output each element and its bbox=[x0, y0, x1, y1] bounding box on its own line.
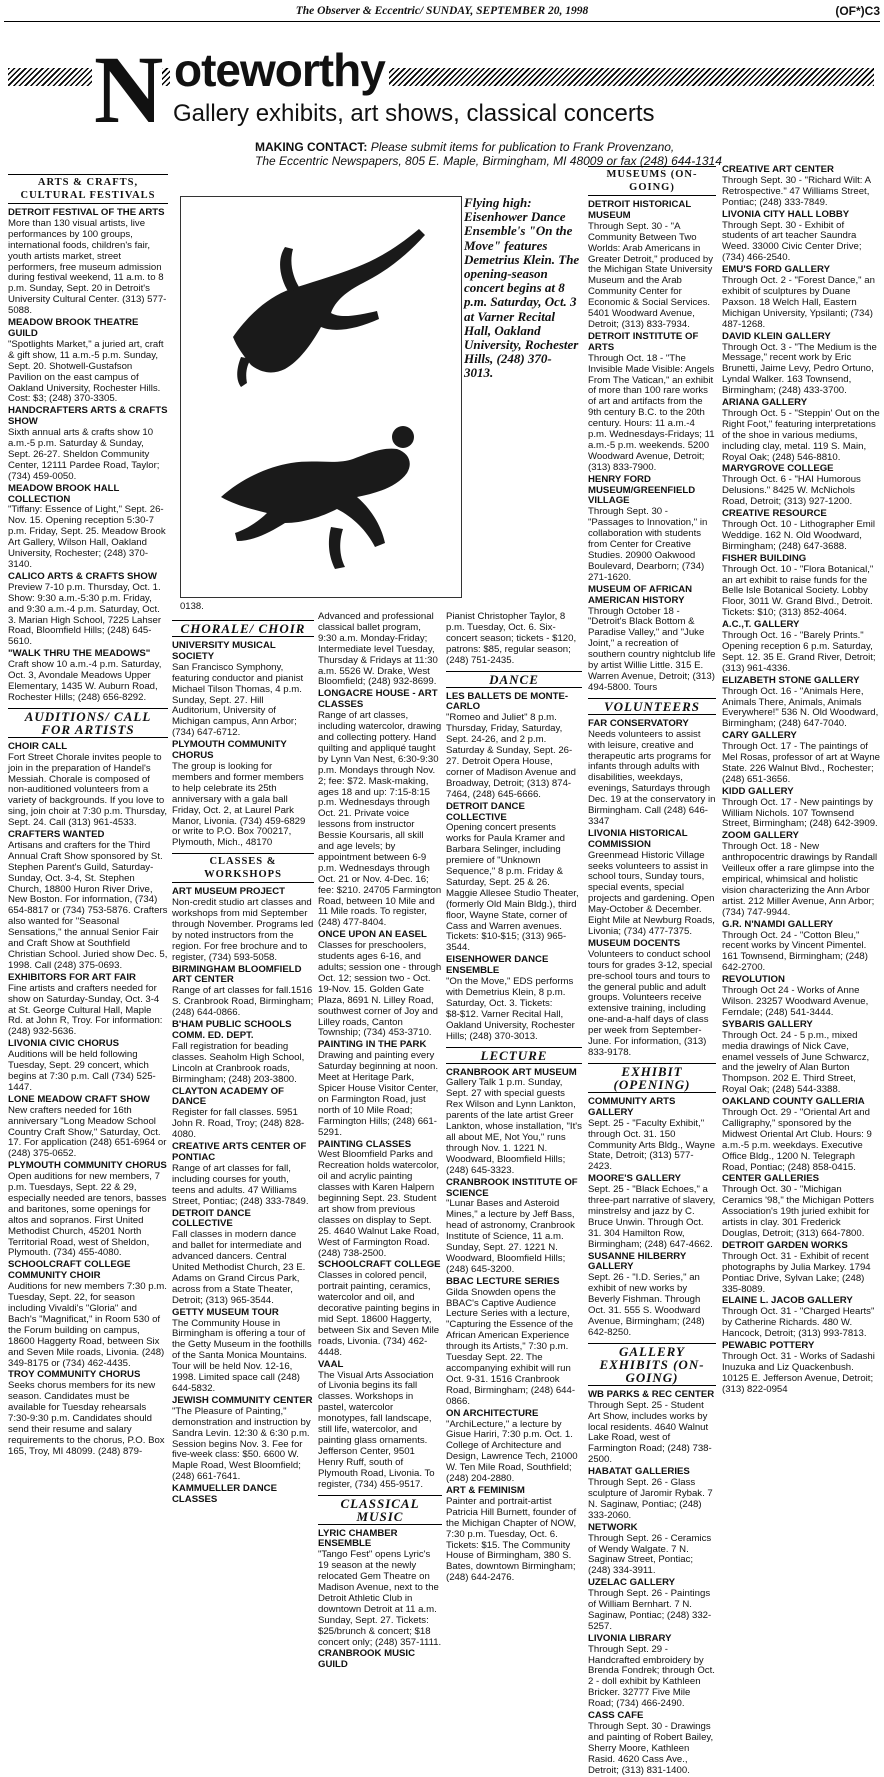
entry-text: Through Oct. 17 - The paintings of Mel Rosas, professor of art at Wayne State. 226 Walnut Blvd., Rochester; (248) 651-3656. bbox=[722, 741, 881, 785]
entry-text: The Community House in Birmingham is offering a tour of the Getty Museum in the foothills of the Santa Monica Mountains. Tour will be held Nov. 12-16, 1998. Limited space call (248) 644-5832. bbox=[172, 1317, 312, 1394]
venue-name: ART & FEMINISM bbox=[446, 1484, 525, 1496]
venue-name: DETROIT DANCE COLLECTIVE bbox=[172, 1207, 251, 1230]
entry-text: Through Oct. 24 - "Cotton Bleu," recent works by Vincent Pimentel. 161 Townsend, Birmingham; (248) 642-2700. bbox=[722, 929, 868, 974]
listing-entry bbox=[8, 1039, 168, 1094]
section-heading: CHORALE/ CHOIR bbox=[172, 620, 314, 637]
venue-name: HENRY FORD MUSEUM/GREENFIELD VILLAGE bbox=[588, 473, 696, 507]
venue-name: CRANBROOK ART MUSEUM bbox=[446, 1066, 577, 1078]
entry-text: Through Oct. 31 - "Charged Hearts" by Catherine Richards. 480 W. Hancock, Detroit; (313) 993-7813. bbox=[722, 1306, 875, 1340]
venue-name: CRANBROOK MUSIC GUILD bbox=[318, 1648, 416, 1671]
section-heading: MUSEUMS (ON-GOING) bbox=[588, 166, 716, 196]
entry-text: Through Oct. 30 - "Michigan Ceramics '98," the Michigan Potters Association's 19th juried exhibit for artists in clay. 301 Frederick Douglas, Detroit; (313) 664-7800. bbox=[722, 1184, 874, 1239]
venue-name: LIVONIA CITY HALL LOBBY bbox=[722, 208, 850, 220]
section-title: oteworthy bbox=[170, 46, 389, 94]
listing-entry bbox=[722, 464, 880, 508]
entry-text: Greenmead Historic Village seeks volunteers to assist in school tours, Sunday tours, special events, special projects and gardening. Open May-October & December. Eight Mile at Newburg Roads, Livonia; (734) 477-7375. bbox=[588, 849, 715, 937]
venue-name: B'HAM PUBLIC SCHOOLS COMM. ED. DEPT. bbox=[172, 1019, 292, 1041]
listing-entry bbox=[172, 1142, 314, 1207]
entry-text: New crafters needed for 16th anniversary "Long Meadow School Country Craft Show," Saturday, Oct. 17. For application (248) 651-6964 or (248) 375-0652. bbox=[8, 1104, 167, 1160]
venue-name: PAINTING IN THE PARK bbox=[318, 1039, 427, 1051]
masthead bbox=[4, 3, 880, 22]
listing-entry bbox=[588, 1523, 716, 1578]
venue-name: CLAYTON ACADEMY OF DANCE bbox=[172, 1085, 284, 1108]
venue-name: ON ARCHITECTURE bbox=[446, 1407, 539, 1419]
listing-entry bbox=[722, 1241, 880, 1296]
venue-name: LES BALLETS DE MONTE-CARLO bbox=[446, 690, 569, 713]
listing-entry bbox=[172, 887, 314, 963]
listing-entry bbox=[722, 398, 880, 463]
entry-text: Through Oct. 10 - Lithographer Emil Weddige. 162 N. Old Woodward, Birmingham; (248) 647-3688. bbox=[722, 519, 876, 552]
entry-text: Through Sept. 30 - "A Community Between Two Worlds: Arab Americans in Greater Detroit," produced by the Michigan State University Museum and the Arab Community Center for Economic & Social Services. 5401 Woodward Avenue, Detroit; (313) 833-7934. bbox=[588, 220, 713, 330]
venue-name: CASS CAFE bbox=[588, 1710, 644, 1722]
venue-name: DETROIT DANCE COLLECTIVE bbox=[446, 800, 525, 823]
entry-text: Through Oct 24 - Works of Anne Wilson. 23257 Woodward Avenue, Ferndale; (248) 541-3444. bbox=[722, 985, 869, 1018]
venue-name: LYRIC CHAMBER ENSEMBLE bbox=[318, 1527, 398, 1550]
page-code: (OF*)C3 bbox=[835, 4, 880, 18]
listing-entry bbox=[8, 1260, 168, 1369]
listing-entry bbox=[722, 165, 880, 209]
listing-entry bbox=[722, 975, 880, 1019]
contact-line-2: The Eccentric Newspapers, 805 E. Maple, Birmingham, MI 48009 or fax (248) 644-1314 bbox=[255, 154, 722, 168]
listing-entry bbox=[318, 930, 442, 1039]
venue-name: WB PARKS & REC CENTER bbox=[588, 1388, 715, 1400]
venue-name: UZELAC GALLERY bbox=[588, 1577, 676, 1589]
listing-entry bbox=[722, 265, 880, 330]
entry-text: "Tiffany: Essence of Light," Sept. 26-Nov. 15. Opening reception 5:30-7 p.m. Friday, Sept. 25. Meadow Brook Art Gallery, Wilson Hall, Oakland University, Rochester; (248) 370-3140. bbox=[8, 504, 166, 570]
venue-name: LIVONIA LIBRARY bbox=[588, 1632, 672, 1644]
section-banner bbox=[8, 24, 878, 143]
listing-entry bbox=[318, 1140, 442, 1260]
listing-entry bbox=[722, 1341, 880, 1396]
section-heading: DANCE bbox=[446, 671, 582, 688]
entry-text: Through October 18 - "Detroit's Black Bottom & Paradise Valley," and "Juke Joint," a recreation of southern country nightclub life by artist Willie Little. 315 E. Warren Avenue, Detroit; (313) 494-5800. Tours bbox=[588, 605, 716, 693]
section-heading: ARTS & CRAFTS, CULTURAL FESTIVALS bbox=[8, 174, 168, 204]
entry-text: Fine artists and crafters needed for show on Saturday-Sunday, Oct. 3-4 at St. George Cultural Hall, Maple Rd. at John R, Troy. For information: (248) 932-5636. bbox=[8, 982, 163, 1038]
entry-text: "On the Move," EDS performs with Demetrius Klein, 8 p.m. Saturday, Oct. 3. Tickets: $8-$12. Varner Recital Hall, Oakland University, Rochester Hills; (248) 370-3013. bbox=[446, 976, 575, 1042]
listing-entry bbox=[722, 731, 880, 786]
listing-entry bbox=[172, 641, 314, 739]
entry-text: Through Sept. 26 - Paintings of William Bernhart. 7 N. Saginaw, Pontiac; (248) 332-5257. bbox=[588, 1588, 712, 1632]
listing-column-4 bbox=[446, 611, 582, 1584]
venue-name: "WALK THRU THE MEADOWS" bbox=[8, 648, 151, 660]
entry-text: Classes for preschoolers, students ages 6-16, and adults; session one - through Oct. 12; session two - Oct. 19-Nov. 15. Golden Gate Plaza, 8691 N. Lilley Road, southwest corner of Joy and Lilley roads, Canton Township; (734) 453-3710. bbox=[318, 940, 442, 1039]
entry-text: West Bloomfield Parks and Recreation holds watercolor, oil and acrylic painting classes with Karen Halpern beginning Sept. 23. Student art show from previous classes on display to Sept. 25. 4640 Walnut Lake Road, West of Farmington Road. (248) 738-2500. bbox=[318, 1149, 440, 1259]
listing-entry bbox=[722, 554, 880, 619]
entry-text: Artisans and crafters for the Third Annual Craft Show sponsored by St. Stephen Parent's Guild, Saturday-Sunday, Oct. 3-4, St. Stephen Church, 18800 Huron River Drive, New Boston. For information, (734) 654-8817 or (734) 753-5876. Crafters also wanted for "Seasonal Sensations," the annual Senior Fair and Craft Show at Southfield Christian School. Juried show Dec. 5, 1998. Call (248) 375-0693. bbox=[8, 839, 168, 971]
listing-entry bbox=[318, 1260, 442, 1358]
listing-entry bbox=[588, 939, 716, 1059]
listing-entry bbox=[172, 1484, 314, 1506]
publication-line: The Observer & Eccentric/ SUNDAY, SEPTEMBER 20, 1998 bbox=[295, 5, 589, 17]
entry-text: "Spotlights Market," a juried art, craft & gift show, 11 a.m.-5 p.m. Sunday, Sept. 20. Shotwell-Gustafson Pavilion on the east campus of Oakland University, Rochester Hills. Cost: $3; (248) 370-3305. bbox=[8, 338, 164, 405]
listing-entry bbox=[722, 920, 880, 975]
entry-text: Range of art classes for fall, including courses for youth, teens and adults. 47 Williams Street, Pontiac; (248) 333-7849. bbox=[172, 1162, 309, 1207]
entry-text: Preview 7-10 p.m. Thursday, Oct. 1. Show: 9:30 a.m.-5:30 p.m. Friday, and 9:30 a.m.-4 p.m. Saturday, Oct. 3. Marian High School, 7225 Lahser Road, Bloomfield Hills; (248) 645-5610. bbox=[8, 581, 162, 648]
venue-name: PEWABIC POTTERY bbox=[722, 1340, 815, 1352]
section-heading: EXHIBIT (OPENING) bbox=[588, 1063, 716, 1093]
entry-text: Fort Street Chorale invites people to join in the preparation of Handel's Messiah. Chorale is composed of non-auditioned volunteers from a variety of backgrounds. If you love to sing, join choir at 7:30 p.m. Thursday, Sept. 24. Call (313) 961-4533. bbox=[8, 751, 168, 829]
venue-name: MUSEUM OF AFRICAN AMERICAN HISTORY bbox=[588, 583, 693, 606]
venue-name: SCHOOLCRAFT COLLEGE COMMUNITY CHOIR bbox=[8, 1259, 131, 1282]
entry-text: "The Pleasure of Painting," demonstration and instruction by Sandra Levin. 12:30 & 6:30 p.m. Session begins Nov. 3. Fee for five-week class: $50. 6600 W. Maple Road, West Bloomfield; (248) 661-7641. bbox=[172, 1405, 311, 1483]
venue-name: UNIVERSITY MUSICAL SOCIETY bbox=[172, 640, 276, 662]
venue-name: MUSEUM DOCENTS bbox=[588, 937, 681, 949]
venue-name: PLYMOUTH COMMUNITY CHORUS bbox=[8, 1160, 167, 1172]
listing-entry bbox=[318, 612, 442, 688]
listing-entry bbox=[318, 689, 442, 929]
venue-name: FISHER BUILDING bbox=[722, 552, 807, 564]
listing-entry bbox=[446, 1277, 582, 1408]
venue-name: MOORE'S GALLERY bbox=[588, 1173, 682, 1185]
entry-text: Pianist Christopher Taylor, 8 p.m. Tuesday, Oct. 6. Six-concert season; tickets - $120, patrons: $85, regular season; (248) 751-2435. bbox=[446, 611, 577, 666]
listing-column-1 bbox=[8, 170, 168, 1457]
entry-text: Through Oct. 17 - New paintings by William Nichols. 107 Townsend Street, Birmingham; (248) 642-3909. bbox=[722, 796, 878, 830]
entry-text: Through Oct. 24 - 5 p.m., mixed media drawings of Nick Cave, enamel vessels of June Schwarcz, and the jewelry of Alan Burton Thompson. 202 E. Third Street, Royal Oak; (248) 544-3388. bbox=[722, 1029, 870, 1096]
venue-name: MARYGROVE COLLEGE bbox=[722, 463, 834, 475]
entry-text: San Francisco Symphony, featuring conductor and pianist Michael Tilson Thomas, 4 p.m. Sunday, Sept. 27. Hill Auditorium, University of Michigan campus, Ann Arbor; (734) 647-6712. bbox=[172, 661, 304, 739]
listing-entry bbox=[722, 1296, 880, 1340]
listing-entry bbox=[588, 829, 716, 938]
listing-entry bbox=[722, 620, 880, 675]
entry-text: Sept. 26 - "I.D. Series," an exhibit of new works by Beverly Fishman. Through Oct. 31. 555 S. Woodward Avenue, Birmingham; (248) 642-8250. bbox=[588, 1272, 705, 1338]
listing-entry bbox=[446, 1409, 582, 1485]
listing-entry bbox=[722, 1174, 880, 1239]
listing-entry bbox=[588, 1174, 716, 1250]
listing-entry bbox=[588, 1711, 716, 1776]
listing-entry bbox=[8, 1370, 168, 1457]
entry-text: Through Sept. 30 - "Passages to Innovation," in collaboration with students from Center for Creative Studies. 20900 Oakwood Boulevard, Dearborn; (734) 271-1620. bbox=[588, 506, 708, 583]
venue-name: EXHIBITORS FOR ART FAIR bbox=[8, 971, 136, 983]
section-heading: GALLERY EXHIBITS (ON-GOING) bbox=[588, 1343, 716, 1386]
entry-text: Through Oct. 5 - "Steppin' Out on the Right Foot," featuring interpretations of the shoe in various mediums, including clay, metal. 119 S. Main, Royal Oak; (248) 546-8810. bbox=[722, 407, 880, 463]
venue-name: HANDCRAFTERS ARTS & CRAFTS SHOW bbox=[8, 405, 168, 428]
venue-name: LONGACRE HOUSE - ART CLASSES bbox=[318, 688, 438, 711]
venue-name: DETROIT INSTITUTE OF ARTS bbox=[588, 330, 699, 353]
listing-entry bbox=[722, 676, 880, 731]
entry-text: Sixth annual arts & crafts show 10 a.m.-5 p.m. Saturday & Sunday, Sept. 26-27. Sheldon Community Center, 12111 Pardee Road, Taylor; (734) 459-0050. bbox=[8, 427, 160, 482]
venue-name: MEADOW BROOK THEATRE GUILD bbox=[8, 317, 139, 339]
contact-label: MAKING CONTACT: bbox=[255, 140, 368, 154]
entry-text: Open auditions for new members, 7 p.m. Tuesdays, Sept. 22 & 29, especially needed are tenors, basses and baritones, some openings for altos and sopranos. First United Methodist Church, 45201 North Territorial Road, west of Sheldon, Plymouth. (734) 455-4080. bbox=[8, 1171, 167, 1259]
listing-entry bbox=[8, 742, 168, 829]
photo-number: 0138. bbox=[180, 601, 204, 612]
venue-name: PLYMOUTH COMMUNITY CHORUS bbox=[172, 739, 287, 762]
contact-line-1: Please submit items for publication to Frank Provenzano, bbox=[370, 140, 675, 154]
listing-entry bbox=[172, 740, 314, 849]
entry-text: Painter and portrait-artist Patricia Hill Burnett, founder of the Michigan Chapter of NOW, 7:30 p.m. Tuesday, Oct. 6. Tickets: $15. The Community House of Birmingham, 380 S. Bates, downtown Birmingham; (248) 644-2476. bbox=[446, 1495, 577, 1584]
listing-entry bbox=[722, 1020, 880, 1096]
listing-entry bbox=[722, 509, 880, 553]
listing-entry bbox=[722, 332, 880, 397]
listing-entry bbox=[588, 475, 716, 584]
venue-name: LONE MEADOW CRAFT SHOW bbox=[8, 1093, 150, 1105]
entry-text: Advanced and professional classical ballet program, 9:30 a.m. Monday-Friday; Intermediate level Tuesday, Thursday & Fridays at 11:30 a.m. 5526 W. Drake, West Bloomfield; (248) 932-8699. bbox=[318, 611, 438, 688]
listing-entry bbox=[8, 1161, 168, 1259]
photo-caption: Flying high: Eisenhower Dance Ensemble's "On the Move" features Demetrius Klein. The opening-season concert begins at 8 p.m. Saturday, Oct. 3 at Varner Recital Hall, Oakland University, Rochester Hills, (248) 370-3013. bbox=[464, 195, 580, 381]
venue-name: EISENHOWER DANCE ENSEMBLE bbox=[446, 954, 549, 977]
venue-name: DAVID KLEIN GALLERY bbox=[722, 330, 831, 342]
listing-entry bbox=[446, 612, 582, 667]
dance-photo bbox=[180, 196, 462, 598]
venue-name: SUSANNE HILBERRY GALLERY bbox=[588, 1250, 687, 1273]
listing-entry bbox=[172, 965, 314, 1020]
entry-text: Through Oct. 31 - Works of Sadashi Inuzuka and Liz Quackenbush. 10125 E. Jefferson Avenue, Detroit; (313) 822-0954 bbox=[722, 1350, 875, 1395]
venue-name: OAKLAND COUNTY GALLERIA bbox=[722, 1096, 865, 1108]
entry-text: Gallery Talk 1 p.m. Sunday, Sept. 27 with special guests Rex Wilson and Lynn Lankton, parents of the late artist Greer Lankton, whose installation, "It's all about ME, Not You," runs through Nov. 1. 1221 N. Woodward, Bloomfield Hills; (248) 645-3323. bbox=[446, 1077, 582, 1176]
venue-name: COMMUNITY ARTS GALLERY bbox=[588, 1095, 676, 1118]
entry-text: Through Sept. 30 - "Richard Wilt: A Retrospective." 47 Williams Street, Pontiac; (248) 333-7849. bbox=[722, 174, 871, 208]
listing-entry bbox=[172, 1396, 314, 1483]
listing-entry bbox=[588, 585, 716, 694]
venue-name: CREATIVE ART CENTER bbox=[722, 164, 834, 175]
venue-name: JEWISH COMMUNITY CENTER bbox=[172, 1394, 313, 1406]
entry-text: "Lunar Bases and Asteroid Mines," a lecture by Jeff Bass, head of astronomy, Cranbrook Institute of Science, 11 a.m. Sunday, Sept. 27. 1221 N. Woodward, Bloomfield Hills; (248) 645-3200. bbox=[446, 1198, 575, 1275]
listing-entry bbox=[8, 973, 168, 1038]
venue-name: TROY COMMUNITY CHORUS bbox=[8, 1369, 141, 1381]
listing-entry bbox=[588, 1634, 716, 1710]
listing-entry bbox=[588, 1578, 716, 1633]
venue-name: BIRMINGHAM BLOOMFIELD ART CENTER bbox=[172, 963, 302, 986]
venue-name: CRAFTERS WANTED bbox=[8, 829, 105, 841]
listing-entry bbox=[8, 318, 168, 405]
entry-text: Through Oct. 29 - "Oriental Art and Calligraphy," sponsored by the Midwest Oriental Art Club. Hours: 9 a.m.-5 p.m. weekdays. Executive Office Bldg., 1200 N. Telegraph Road, Pontiac; (248) 858-0415. bbox=[722, 1107, 872, 1173]
venue-name: ARIANA GALLERY bbox=[722, 397, 808, 409]
entry-text: Through Oct. 6 - "HAI Humorous Delusions." 8425 W. McNichols Road, Detroit; (313) 927-1200. bbox=[722, 474, 861, 508]
entry-text: Fall registration for beading classes. Seaholm High School, Lincoln at Cranbrook roads, Birmingham; (248) 203-3800. bbox=[172, 1040, 305, 1085]
venue-name: KIDD GALLERY bbox=[722, 785, 794, 797]
entry-text: Through Sept. 29 - Handcrafted embroidery by Brenda Fondrek; through Oct. 2 - doll exhibit by Kathleen Bricker. 32777 Five Mile Road; (734) 466-2490. bbox=[588, 1643, 715, 1710]
listing-entry bbox=[172, 1209, 314, 1307]
listing-entry bbox=[722, 787, 880, 831]
entry-text: The group is looking for members and former members to help celebrate its 25th anniversary with a gala ball Friday, Oct. 2, at Laurel Park Manor, Livonia. (734) 459-6829 or write to P.O. Box 700217, Plymouth, Mich., 48170 bbox=[172, 760, 306, 849]
listing-entry bbox=[8, 208, 168, 317]
entry-text: Sept. 25 - "Black Echoes," a three-part narrative of slavery, minstrelsy and jazz by C. Bruce Unwin. Through Oct. 31. 304 Hamilton Row, Birmingham; (248) 647-4662. bbox=[588, 1184, 716, 1250]
dancers-photo-icon bbox=[181, 197, 461, 597]
section-deck: Gallery exhibits, art shows, classical concerts bbox=[173, 100, 655, 127]
section-heading: LECTURE bbox=[446, 1047, 582, 1064]
listing-entry bbox=[588, 1390, 716, 1466]
entry-text: Through Oct. 2 - "Forest Dance," an exhibit of sculptures by Duane Paxson. 18 Welch Hall, Eastern Michigan University, Ypsilanti; (734) 487-1268. bbox=[722, 275, 875, 330]
venue-name: DETROIT GARDEN WORKS bbox=[722, 1239, 848, 1251]
venue-name: A.C.,T. GALLERY bbox=[722, 619, 800, 631]
venue-name: ART MUSEUM PROJECT bbox=[172, 886, 285, 898]
listing-entry bbox=[8, 830, 168, 972]
entry-text: Through Sept. 26 - Glass sculpture of Jaromir Rybak. 7 N. Saginaw, Pontiac; (248) 333-2060. bbox=[588, 1477, 713, 1521]
entry-text: Through Oct. 3 - "The Medium is the Message," recent work by Eric Brunetti, Jaime Levy, Pedro Ortuno, Lyndal Walker. 163 Townsend, Birmingham; (248) 433-3700. bbox=[722, 341, 877, 397]
entry-text: "ArchiLecture," a lecture by Gisue Hariri, 7:30 p.m. Oct. 1. College of Architecture and Design, Lawrence Tech, 21000 W. Ten Mile Road, Southfield; (248) 204-2880. bbox=[446, 1418, 578, 1485]
venue-name: CREATIVE ARTS CENTER OF PONTIAC bbox=[172, 1141, 307, 1163]
listing-entry bbox=[588, 332, 716, 474]
entry-text: Through Oct. 16 - "Barely Prints." Opening reception 6 p.m. Saturday, Sept. 12. 35 E. Grand River, Detroit; (313) 961-4336. bbox=[722, 630, 876, 674]
venue-name: REVOLUTION bbox=[722, 974, 785, 986]
entry-text: Auditions for new members 7:30 p.m. Tuesday, Sept. 22, for season including Vivaldi's "Gloria" and Bach's "Magnificat," in Room 530 of the Forum building on campus, 18600 Haggerty Road, between Six and Seven Mile roads, Livonia. (248) 349-8175 or (734) 462-4435. bbox=[8, 1281, 167, 1369]
venue-name: ELAINE L. JACOB GALLERY bbox=[722, 1295, 853, 1307]
entry-text: Through Oct. 18 - "The Invisible Made Visible: Angels From The Vatican," an exhibit of more than 100 rare works of art and artifacts from the 9th century B.C. to the 20th century. Hours: 11 a.m.-4 p.m. Wednesdays-Fridays; 11 a.m.-5 p.m. weekends. 5200 Woodward Avenue, Detroit; (313) 833-7900. bbox=[588, 352, 715, 473]
listing-entry bbox=[172, 1308, 314, 1395]
entry-text: Through Sept. 26 - Ceramics of Wendy Walgate. 7 N. Saginaw Street, Pontiac; (248) 334-3911. bbox=[588, 1532, 712, 1577]
listing-entry bbox=[588, 1467, 716, 1522]
venue-name: CHOIR CALL bbox=[8, 740, 68, 752]
venue-name: ELIZABETH STONE GALLERY bbox=[722, 674, 860, 686]
venue-name: MEADOW BROOK HALL COLLECTION bbox=[8, 482, 120, 505]
entry-text: "Tango Fest" opens Lyric's 19 season at the newly relocated Gem Theatre on Madison Avenue, next to the Detroit Athletic Club in downtown Detroit at 11 a.m. Sunday, Sept. 27. Tickets: $25/brunch & concert; $18 concert only; (248) 357-1111. bbox=[318, 1549, 442, 1648]
listing-entry bbox=[722, 210, 880, 265]
entry-text: Register for fall classes. 5951 John R. Road, Troy; (248) 828-4080. bbox=[172, 1107, 305, 1141]
listing-entry bbox=[318, 1360, 442, 1491]
entry-text: Through Oct. 31 - Exhibit of recent photographs by Julia Markey. 1794 Pontiac Drive, Sylvan Lake; (248) 335-8089. bbox=[722, 1250, 871, 1295]
section-heading: CLASSICAL MUSIC bbox=[318, 1495, 442, 1525]
listing-entry bbox=[8, 572, 168, 648]
entry-text: Fall classes in modern dance and ballet for intermediate and advanced dancers. Central United Methodist Church, 23 E. Adams on Grand Circus Park, across from a State Theater, Detroit; (313) 965-3544. bbox=[172, 1229, 306, 1306]
entry-text: Opening concert presents works for Paula Kramer and Barbara Selinger, including premiere of "Unknown Sequence," 8 p.m. Friday & Saturday, Sept. 25 & 26. Maggie Allesee Studio Theater, (formerly Old Main Bldg.), third floor, Wayne State, corner of Cass and Warren avenues. Tickets: $10-$15; (313) 965-3544. bbox=[446, 822, 579, 954]
entry-text: Volunteers to conduct school tours for grades 3-12, special pre-school tours and tours to the general public and adult groups. Volunteers receive extensive training, including one-and-a-half days of class per week from September-June. For information, (313) 833-9178. bbox=[588, 948, 713, 1058]
entry-text: Classes in colored pencil, portrait painting, ceramics, watercolor and oil, and decorative painting begins in mid Sept. 18600 Haggerty, between Six and Seven Mile roads, Livonia. (734) 462-4448. bbox=[318, 1270, 440, 1358]
listing-entry bbox=[8, 484, 168, 571]
venue-name: SYBARIS GALLERY bbox=[722, 1018, 813, 1030]
venue-name: VAAL bbox=[318, 1358, 344, 1370]
entry-text: Drawing and painting every Saturday beginning at noon. Meet at Heritage Park, Spicer House Visitor Center, on Farmington Road, just north of 10 Mile Road; Farmington Hills; (248) 661-5291. bbox=[318, 1050, 439, 1138]
entry-text: Sept. 25 - "Faculty Exhibit," through Oct. 31. 150 Community Arts Bldg., Wayne State, Detroit; (313) 577-2423. bbox=[588, 1117, 716, 1173]
listing-entry bbox=[318, 1529, 442, 1649]
listing-entry bbox=[172, 1087, 314, 1142]
listing-column-5 bbox=[588, 162, 716, 1776]
entry-text: Through Sept. 30 - Drawings and painting of Robert Bailey, Sherry Moore, Kathleen Rasid. 4620 Cass Ave., Detroit; (313) 831-1400. bbox=[588, 1721, 714, 1776]
entry-text: Through Sept. 25 - Student Art Show, includes works by local residents. 4640 Walnut Lake Road, west of Farmington Road; (248) 738-2500. bbox=[588, 1399, 712, 1466]
listing-entry bbox=[172, 1020, 314, 1085]
listing-column-3 bbox=[318, 611, 442, 1671]
listing-entry bbox=[446, 692, 582, 801]
entry-text: Seeks chorus members for its new season. Candidates must be available for Tuesday rehearsals 7:30-9:30 p.m. Candidates should send their resume and salary requirements to the chorus, P.O. Box 165, Troy, MI 48099. (248) 879- bbox=[8, 1380, 165, 1457]
listing-entry bbox=[446, 802, 582, 955]
entry-text: Craft show 10 a.m.-4 p.m. Saturday, Oct. 3, Avondale Meadows Upper Elementary, 1435 W. Auburn Road, Rochester Hills; (248) 656-8292. bbox=[8, 659, 162, 703]
venue-name: EMU'S FORD GALLERY bbox=[722, 264, 830, 276]
entry-text: Auditions will be held following Tuesday, Sept. 29 concert, which begins at 7:30 p.m. Call (734) 525-1447. bbox=[8, 1049, 156, 1093]
entry-text: More than 130 visual artists, live performances by 100 groups, international foods, children's fair, youth artists market, street performers, free museum admission during festival weekend, 11 a.m. to 8 p.m. Sunday, Sept. 20 in Detroit's University Cultural Center. (313) 577-5088. bbox=[8, 217, 167, 317]
listing-entry bbox=[318, 1040, 442, 1138]
listing-entry bbox=[722, 1097, 880, 1173]
entry-text: Through Oct. 18 - New anthropocentric drawings by Randall Veilleux offer a rare glimpse into the empirical, whimsical and holistic vision characterizing the Ann Arbor artist. 212 Miller Avenue, Ann Arbor; (734) 747-9944. bbox=[722, 841, 878, 918]
entry-text: Gilda Snowden opens the BBAC's Captive Audience Lecture Series with a lecture, "Capturing the Essence of the African American Experience through its Artists," 7:30 p.m. Tuesday Sept. 22. The accompanying exhibit will run Oct. 9-31. 1516 Cranbrook Road, Birmingham; (248) 644-0866. bbox=[446, 1286, 576, 1407]
listing-column-6 bbox=[722, 164, 881, 1395]
listing-entry bbox=[446, 1068, 582, 1177]
venue-name: SCHOOLCRAFT COLLEGE bbox=[318, 1259, 441, 1271]
listing-entry bbox=[8, 406, 168, 482]
listing-entry bbox=[8, 649, 168, 704]
venue-name: GETTY MUSEUM TOUR bbox=[172, 1306, 279, 1318]
entry-text: "Romeo and Juliet" 8 p.m. Thursday, Friday, Saturday, Sept. 24-26, and 2 p.m. Saturday & Sunday, Sept. 26-27. Detroit Opera House, corner of Madison Avenue and Broadway, Detroit; (313) 874-7464, (248) 645-6666. bbox=[446, 712, 576, 800]
venue-name: ZOOM GALLERY bbox=[722, 830, 799, 842]
entry-text: Non-credit studio art classes and workshops from mid September through November. Programs led by noted instructors from the region. For free brochure and to register, (734) 593-5058. bbox=[172, 897, 314, 963]
entry-text: The Visual Arts Association of Livonia begins its fall classes. Workshops in pastel, watercolor monotypes, fall landscape, still life, watercolor, and painting glass ornaments. Jefferson Center, 9501 Henry Ruff, south of Plymouth Road, Livonia. To register, (734) 455-9517. bbox=[318, 1369, 435, 1490]
listing-entry bbox=[588, 1097, 716, 1173]
venue-name: CRANBROOK INSTITUTE OF SCIENCE bbox=[446, 1176, 578, 1199]
venue-name: PAINTING CLASSES bbox=[318, 1138, 412, 1150]
venue-name: LIVONIA HISTORICAL COMMISSION bbox=[588, 827, 688, 850]
entry-text: Through Oct. 16 - "Animals Here, Animals There, Animals, Animals Everywhere!" 536 N. Old Woodward, Birmingham; (248) 647-7040. bbox=[722, 685, 879, 730]
listing-entry bbox=[446, 1178, 582, 1276]
listing-entry bbox=[722, 831, 880, 918]
listing-entry bbox=[588, 719, 716, 828]
section-heading: CLASSES & WORKSHOPS bbox=[172, 853, 314, 883]
entry-text: Range of art classes for fall.1516 S. Cranbrook Road, Birmingham; (248) 644-0866. bbox=[172, 985, 314, 1019]
entry-text: Needs volunteers to assist with leisure, creative and therapeutic arts programs for infants through adults with disabilities, weekdays, evenings, Saturdays through Dec. 19 at the conservatory in Birmingham. Call (248) 646-3347 bbox=[588, 728, 716, 827]
entry-text: Through Oct. 10 - "Flora Botanical," an art exhibit to raise funds for the Belle Isle Botanical Society. Lobby Floor, 3011 W. Grand Blvd., Detroit. Tickets: $10; (313) 852-4064. bbox=[722, 563, 874, 619]
entry-text: Range of art classes, including watercolor, drawing and collecting pottery. Hand quilting and appliqué taught by Lynn Van Nest, 6:30-9:30 p.m. Mondays through Nov. 2; fee: $72. Mask-making, ages 18 and up: 7:15-8:15 p.m. Wednesdays through Oct. 21. Private voice lessons from instructor Bessie Koursaris, all skill and age levels; by appointment between 6-9 p.m. Wednesdays through Oct. 21 or Nov. 4-Dec. 16; fee: $210. 24705 Farmington Road, between 10 Mile and 11 Mile roads. To register, (248) 477-8404. bbox=[318, 710, 442, 929]
venue-name: HABATAT GALLERIES bbox=[588, 1466, 690, 1478]
entry-text: Through Sept. 30 - Exhibit of students of art teacher Saundra Weed. 33000 Civic Center Drive; (734) 466-2540. bbox=[722, 219, 862, 264]
venue-name: CARY GALLERY bbox=[722, 730, 797, 742]
venue-name: G.R. N'NAMDI GALLERY bbox=[722, 918, 834, 930]
listing-entry bbox=[8, 1095, 168, 1160]
section-heading: VOLUNTEERS bbox=[588, 698, 716, 715]
listing-entry bbox=[446, 1486, 582, 1584]
listing-entry bbox=[588, 1252, 716, 1339]
venue-name: DETROIT HISTORICAL MUSEUM bbox=[588, 199, 692, 221]
section-initial: N bbox=[94, 36, 161, 143]
venue-name: DETROIT FESTIVAL OF THE ARTS bbox=[8, 207, 165, 218]
venue-name: ONCE UPON AN EASEL bbox=[318, 929, 427, 941]
listing-entry bbox=[446, 955, 582, 1042]
listing-entry bbox=[318, 1649, 442, 1671]
venue-name: CALICO ARTS & CRAFTS SHOW bbox=[8, 570, 157, 582]
venue-name: KAMMUELLER DANCE CLASSES bbox=[172, 1483, 277, 1506]
venue-name: CREATIVE RESOURCE bbox=[722, 508, 827, 520]
venue-name: FAR CONSERVATORY bbox=[588, 717, 689, 729]
venue-name: LIVONIA CIVIC CHORUS bbox=[8, 1038, 120, 1050]
listing-entry bbox=[588, 200, 716, 331]
section-heading: AUDITIONS/ CALL FOR ARTISTS bbox=[8, 708, 168, 738]
venue-name: BBAC LECTURE SERIES bbox=[446, 1275, 560, 1287]
venue-name: CENTER GALLERIES bbox=[722, 1173, 820, 1185]
venue-name: NETWORK bbox=[588, 1521, 638, 1533]
listing-column-2 bbox=[172, 616, 314, 1506]
